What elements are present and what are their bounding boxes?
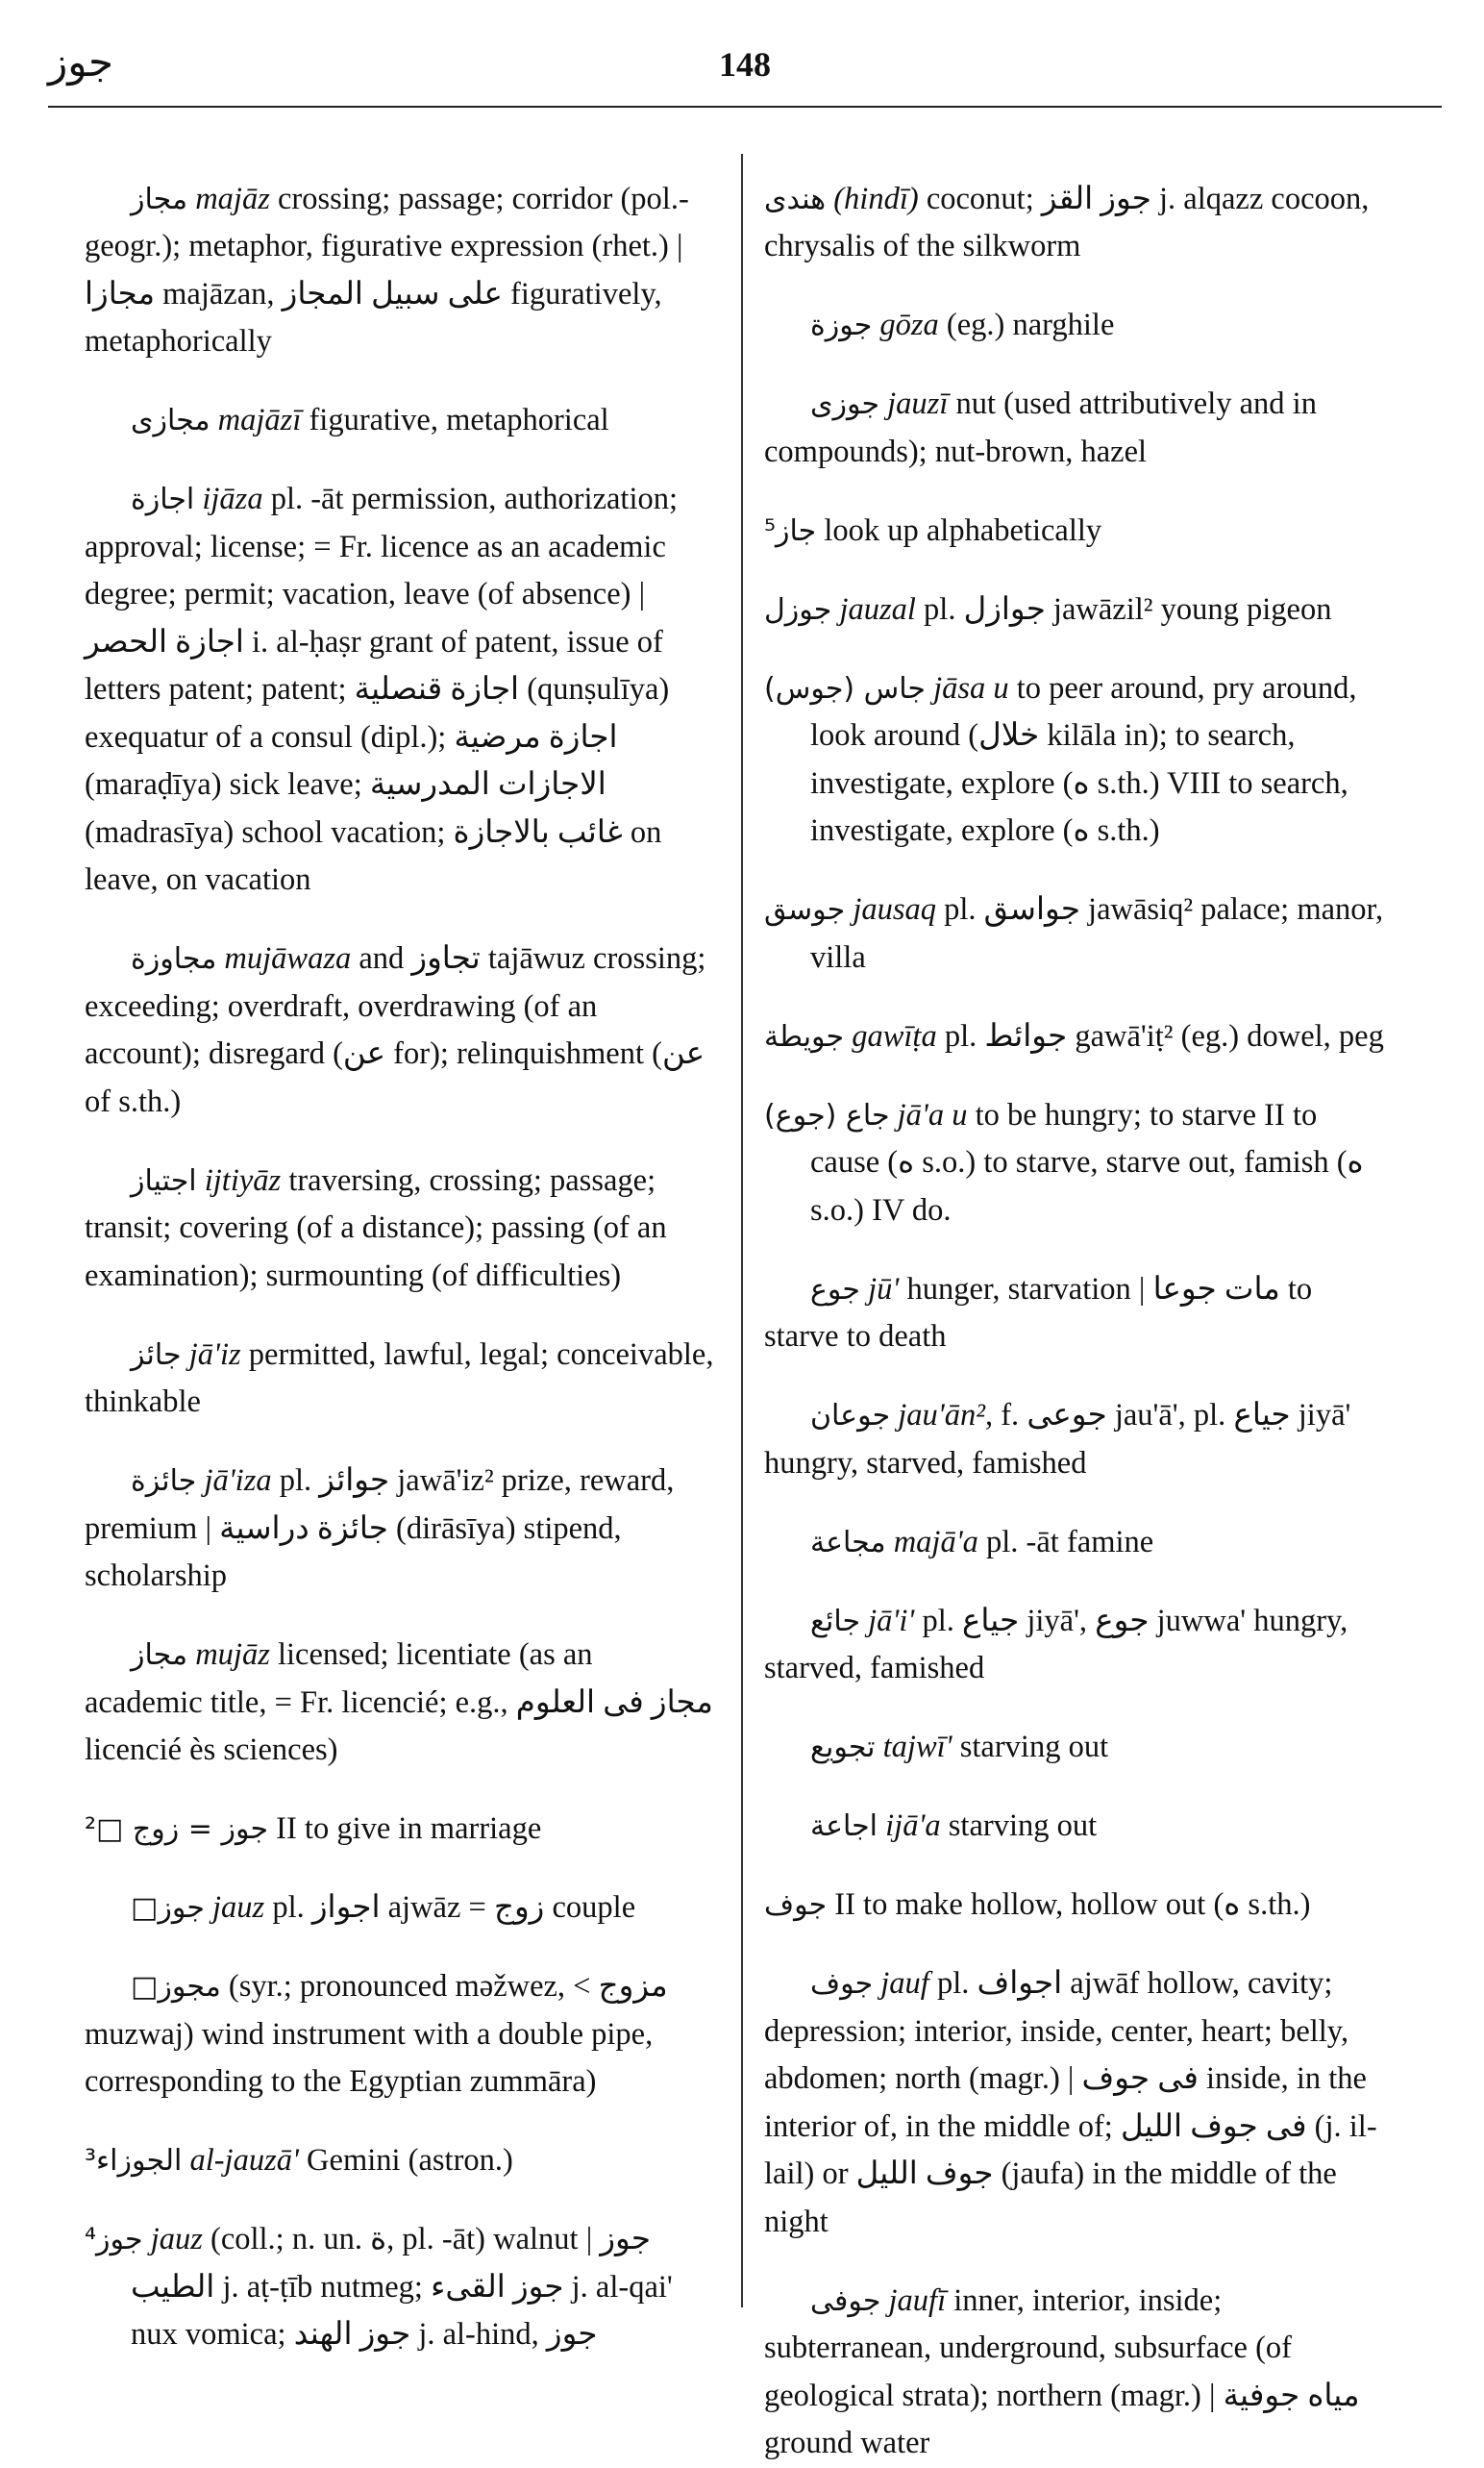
- entry-arabic: (جوع) جاع: [764, 1098, 890, 1133]
- entry-definition: starving out: [940, 1808, 1098, 1843]
- entry-arabic: جوزل: [764, 592, 832, 627]
- entry-arabic: ³الجوزاء: [85, 2144, 183, 2178]
- entry-transliteration: ijāza: [202, 482, 263, 516]
- entry-definition: hunger, starvation | مات جوعا to starve to death: [764, 1271, 1313, 1354]
- dictionary-entry: [85, 476, 714, 905]
- entry-arabic: تجويع: [810, 1731, 876, 1764]
- dictionary-entry: [764, 176, 1394, 271]
- dictionary-entry: [764, 1960, 1394, 2246]
- entry-transliteration: (hindī): [833, 181, 919, 216]
- entry-transliteration: al-jauzā': [189, 2143, 299, 2178]
- dictionary-entry: [764, 1092, 1394, 1235]
- entry-definition: pl. جوازل jawāzil² young pigeon: [915, 591, 1332, 627]
- entry-transliteration: jau'ān²: [898, 1398, 985, 1433]
- column-divider: [741, 154, 743, 2307]
- entry-arabic: جوع: [810, 1272, 860, 1307]
- entry-arabic: جائز: [131, 1337, 182, 1372]
- entry-arabic: مجاوزة: [131, 942, 217, 976]
- entry-transliteration: jū': [868, 1271, 900, 1307]
- dictionary-entry: [764, 1803, 1394, 1851]
- entry-arabic: جوف: [810, 1967, 874, 2001]
- dictionary-entry: [85, 397, 714, 445]
- dictionary-entry: [764, 381, 1394, 476]
- dictionary-entry: [764, 302, 1394, 350]
- entry-transliteration: jā'iz: [188, 1336, 241, 1372]
- dictionary-entry: [764, 1013, 1394, 1061]
- dictionary-entry: [764, 1598, 1394, 1693]
- entry-definition: Gemini (astron.): [298, 2143, 513, 2178]
- entry-definition: pl. جواسق jawāsiq² palace; manor, villa: [810, 892, 1384, 975]
- entry-transliteration: jā'iza: [204, 1463, 272, 1498]
- entry-definition: pl. جياع jiyā', جوع juwwa' hungry, starved, famished: [764, 1603, 1348, 1685]
- entry-transliteration: gawīṭa: [852, 1018, 937, 1054]
- dictionary-entry: [85, 176, 714, 366]
- dictionary-entry: [85, 1632, 714, 1775]
- entry-definition: nut (used attributively and in compounds); nut-brown, hazel: [764, 386, 1317, 469]
- entry-transliteration: majā'a: [893, 1524, 978, 1559]
- dictionary-entry: [764, 2278, 1394, 2468]
- entry-definition: pl. جوائط gawā'iṭ² (eg.) dowel, peg: [936, 1018, 1384, 1054]
- dictionary-entry: [85, 1332, 714, 1427]
- entry-definition: crossing; passage; corridor (pol.-geogr.); metaphor, figurative expression (rhet.) | مجازا majāzan, على سبيل المجاز figuratively, metaphorically: [85, 181, 689, 359]
- dictionary-entry: [85, 1884, 714, 1932]
- entry-arabic: جوف: [764, 1888, 828, 1922]
- dictionary-entry: [764, 1266, 1394, 1361]
- page-header: [48, 38, 1442, 108]
- entry-definition: pl. اجواف ajwāf hollow, cavity; depression; interior, inside, center, heart; belly, abdomen; north (magr.) | فى جوف inside, in the interior of, in the middle of; فى جوف الليل (j. il-lail) or جوف الليل (jaufa) in the middle of the night: [764, 1966, 1377, 2239]
- dictionary-entry: [764, 1882, 1394, 1930]
- entry-transliteration: ijtiyāz: [204, 1162, 282, 1198]
- entry-definition: II to make hollow, hollow out (ه s.th.): [827, 1887, 1311, 1922]
- entry-definition: II to give in marriage: [268, 1811, 542, 1846]
- entry-arabic: ²□ جوز = زوج: [85, 1812, 269, 1846]
- dictionary-entry: [764, 1519, 1394, 1567]
- dictionary-entry: [85, 1158, 714, 1301]
- entry-transliteration: jauf: [880, 1966, 929, 2001]
- dictionary-entry: [764, 586, 1394, 635]
- dictionary-entry: [85, 1806, 714, 1854]
- entry-definition: look up alphabetically: [816, 512, 1102, 548]
- entry-definition: traversing, crossing; passage; transit; covering (of a distance); passing (of an examination); surmounting (of difficulties): [85, 1162, 667, 1293]
- entry-arabic: اجازة: [131, 483, 195, 516]
- entry-arabic: جوفى: [810, 2283, 881, 2318]
- entry-definition: (eg.) narghile: [938, 308, 1115, 342]
- entry-arabic: مجازى: [131, 404, 210, 437]
- dictionary-entry: [764, 665, 1394, 856]
- entry-arabic: مجاز: [131, 1638, 188, 1672]
- dictionary-entry: [764, 886, 1394, 982]
- entry-transliteration: jauzal: [839, 591, 916, 627]
- entry-definition: pl. -āt famine: [977, 1524, 1154, 1559]
- entry-transliteration: tajwī': [882, 1730, 952, 1764]
- entry-definition: coconut; جوز القز j. alqazz cocoon, chrysalis of the silkworm: [764, 181, 1370, 263]
- running-head-arabic: جوز: [48, 38, 113, 86]
- entry-arabic: جويطة: [764, 1019, 845, 1054]
- entry-definition: , f. جوعى jau'ā', pl. جياع jiyā' hungry, starved, famished: [764, 1398, 1351, 1481]
- entry-transliteration: jā'a u: [897, 1097, 968, 1133]
- entry-transliteration: gōza: [879, 308, 939, 342]
- entry-transliteration: majāzī: [217, 403, 302, 437]
- entry-transliteration: jaufī: [888, 2282, 947, 2318]
- page-number: 148: [719, 45, 771, 84]
- entry-transliteration: jā'i': [868, 1603, 915, 1638]
- entry-arabic: اجتياز: [131, 1163, 197, 1198]
- entry-transliteration: majāz: [195, 181, 270, 216]
- entry-transliteration: jausaq: [853, 892, 937, 927]
- entry-definition: and تجاوز tajāwuz crossing; exceeding; overdraft, overdrawing (of an account); disregard (عن for); relinquishment (عن of s.th.): [85, 941, 706, 1119]
- entry-definition: pl. -āt permission, authorization; approval; license; = Fr. licence as an academic degree; permit; vacation, leave (of absence) | اجازة الحصر i. al-ḥaṣr grant of patent, issue of letters patent; patent; اجازة قنصلية (qunṣulīya) exequatur of a consul (dipl.); اجازة مرضية (maraḍīya) sick leave; الاجازات المدرسية (madrasīya) school vacation; غائب بالاجازة on leave, on vacation: [85, 482, 679, 897]
- entry-definition: pl. جوائز jawā'iz² prize, reward, premium | جائزة دراسية (dirāsīya) stipend, scholarship: [85, 1463, 675, 1593]
- dictionary-entry: [85, 1458, 714, 1601]
- entry-arabic: اجاعة: [810, 1809, 878, 1843]
- entry-transliteration: jauz: [150, 2222, 203, 2256]
- entry-arabic: جوزة: [810, 309, 873, 342]
- right-column: [764, 144, 1394, 2460]
- dictionary-entry: [764, 1392, 1394, 1487]
- dictionary-entry: [85, 2216, 714, 2359]
- entry-definition: (coll.; n. un. ة, pl. -āt) walnut | جوز الطيب j. aṭ-ṭīb nutmeg; جوز القىء j. al-qai' nux vomica; جوز الهند j. al-hind, جوز: [131, 2222, 673, 2352]
- entry-definition: pl. اجواز ajwāz = زوج couple: [264, 1890, 636, 1925]
- entry-arabic: هندى: [764, 182, 827, 216]
- entry-arabic: □مجوز: [131, 1970, 221, 2004]
- dictionary-entry: [764, 1724, 1394, 1772]
- entry-transliteration: mujāwaza: [224, 941, 352, 976]
- entry-transliteration: jauz: [212, 1890, 265, 1925]
- entry-arabic: مجاز: [131, 182, 188, 216]
- entry-definition: permitted, lawful, legal; conceivable, thinkable: [85, 1336, 714, 1419]
- entry-transliteration: mujāz: [195, 1637, 270, 1672]
- entry-transliteration: jāsa u: [933, 670, 1009, 706]
- entry-definition: starving out: [952, 1730, 1109, 1764]
- entry-definition: to peer around, pry around, look around (خلال kilāla in); to search, investigate, explore (ه s.th.) VIII to search, investigate, explore (ه s.th.): [810, 670, 1357, 848]
- entry-definition: licensed; licentiate (as an academic title, = Fr. licencié; e.g., مجاز فى العلوم licencié ès sciences): [85, 1637, 713, 1767]
- dictionary-entry: [85, 1963, 714, 2107]
- entry-transliteration: ijā'a: [885, 1808, 941, 1843]
- entry-arabic: جوزى: [810, 387, 880, 421]
- entry-arabic: جوسق: [764, 893, 846, 927]
- dictionary-entry: [85, 935, 714, 1126]
- left-column: [85, 144, 714, 2352]
- entry-arabic: جائزة: [131, 1464, 197, 1498]
- entry-arabic: ⁵جاز: [764, 513, 817, 548]
- entry-arabic: مجاعة: [810, 1525, 886, 1559]
- entry-definition: inner, interior, inside; subterranean, underground, subsurface (of geological strata); northern (magr.) | مياه جوفية ground water: [764, 2282, 1360, 2460]
- entry-arabic: جائع: [810, 1604, 861, 1638]
- dictionary-entry: [85, 2137, 714, 2185]
- entry-arabic: جوعان: [810, 1399, 891, 1433]
- entry-arabic: □جوز: [131, 1891, 205, 1925]
- entry-transliteration: jauzī: [887, 386, 949, 421]
- entry-definition: figurative, metaphorical: [301, 403, 609, 437]
- entry-definition: (syr.; pronounced məžwez, < مزوج muzwaj) wind instrument with a double pipe, corresponding to the Egyptian zummāra): [85, 1969, 668, 2099]
- dictionary-entry: [764, 508, 1394, 556]
- entry-arabic: ⁴جوز: [85, 2223, 143, 2256]
- entry-definition: to be hungry; to starve II to cause (ه s.o.) to starve, starve out, famish (ه s.o.) IV do.: [810, 1097, 1364, 1228]
- entry-arabic: (جوس) جاس: [764, 671, 926, 706]
